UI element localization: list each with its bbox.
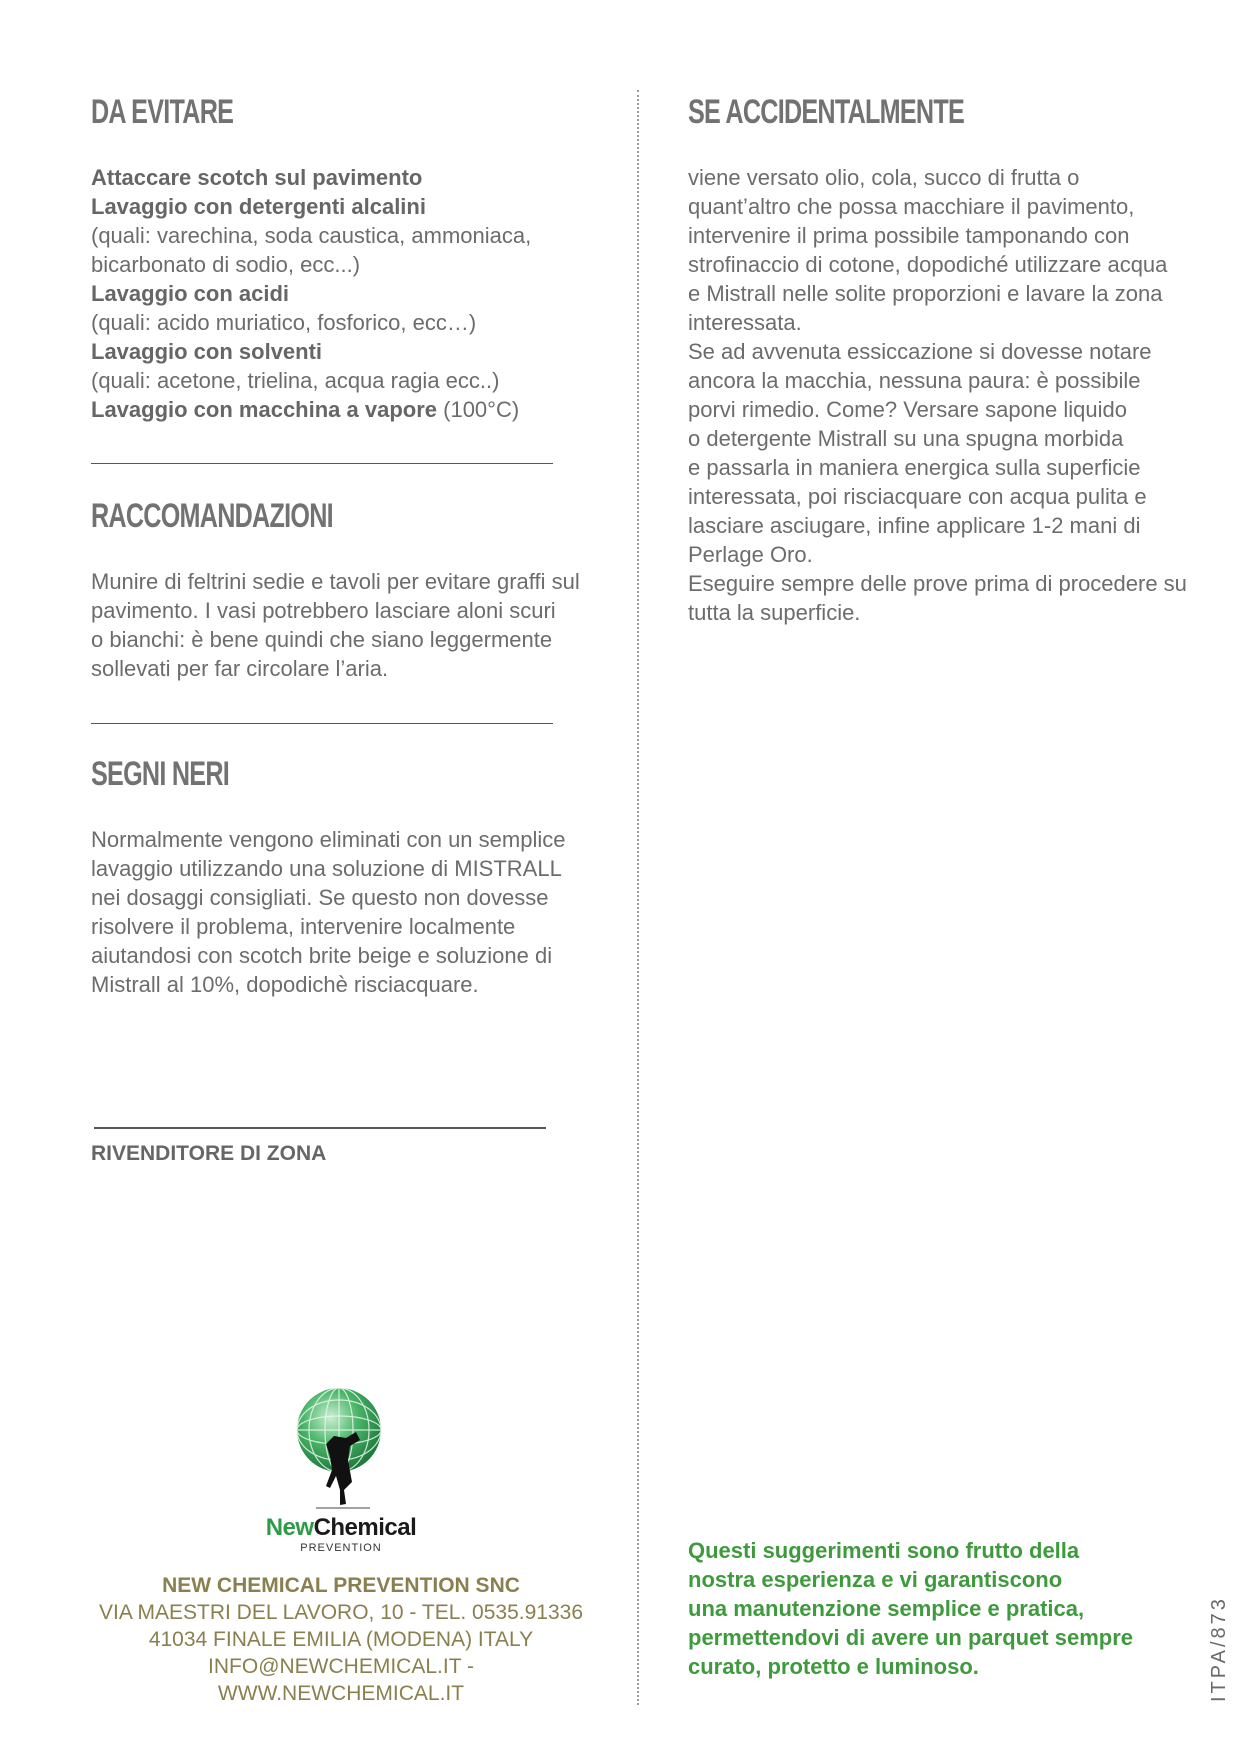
marks-line: nei dosaggi consigliati. Se questo non dovesse [91,885,549,910]
recommend-text [91,567,621,683]
accident-line: interessata, poi risciacquare con acqua pulita e [688,484,1147,509]
avoid-list [91,163,601,424]
closing-line: una manutenzione semplice e pratica, [688,1596,1085,1621]
avoid-item-steam [91,395,601,424]
company-info [91,1572,591,1707]
accident-text [688,163,1208,627]
accident-line: strofinaccio di cotone, dopodiché utilizzare acqua [688,252,1168,277]
avoid-item-scotch: Attaccare scotch sul pavimento [91,165,423,190]
accident-line: lasciare asciugare, infine applicare 1-2 mani di [688,513,1141,538]
recommend-line: Munire di feltrini sedie e tavoli per evitare graffi sul [91,569,580,594]
avoid-item-acids: Lavaggio con acidi [91,281,290,306]
marks-line: Mistrall al 10%, dopodichè risciacquare. [91,972,479,997]
avoid-note-acids: (quali: acido muriatico, fosforico, ecc…) [91,310,477,335]
heading-raccomandazioni: RACCOMANDAZIONI [91,497,333,535]
avoid-note-solvents: (quali: acetone, trielina, acqua ragia ecc..) [91,368,500,393]
section-divider-1 [91,463,553,464]
column-divider [637,90,639,1705]
accident-line: Se ad avvenuta essiccazione si dovesse notare [688,339,1152,364]
logo-wordmark [256,1514,426,1542]
recommend-line: sollevati per far circolare l’aria. [91,656,389,681]
closing-line: nostra esperienza e vi garantiscono [688,1567,1063,1592]
closing-line: Questi suggerimenti sono frutto della [688,1538,1080,1563]
marks-line: aiutandosi con scotch brite beige e soluzione di [91,943,553,968]
accident-line: Eseguire sempre delle prove prima di procedere su [688,571,1187,596]
company-name: NEW CHEMICAL PREVENTION SNC [162,1574,520,1597]
avoid-item-steam-temp: (100°C) [437,397,520,422]
accident-line: o detergente Mistrall su una spugna morbida [688,426,1124,451]
avoid-note-alkaline-2: bicarbonato di sodio, ecc...) [91,252,361,277]
avoid-item-solvents: Lavaggio con solventi [91,339,323,364]
recommend-line: pavimento. I vasi potrebbero lasciare aloni scuri [91,598,556,623]
company-city: 41034 FINALE EMILIA (MODENA) ITALY [148,1628,534,1651]
company-logo [286,1386,396,1516]
marks-line: Normalmente vengono eliminati con un semplice [91,827,566,852]
logo-word-chemical: Chemical [313,1514,417,1541]
globe-atlas-icon [286,1386,396,1516]
marks-text [91,825,621,999]
avoid-item-alkaline: Lavaggio con detergenti alcalini [91,194,426,219]
closing-line: permettendovi di avere un parquet sempre [688,1625,1134,1650]
dealer-label: RIVENDITORE DI ZONA [91,1142,327,1165]
document-code: ITPA/873 [1208,1596,1230,1702]
accident-line: e passarla in maniera energica sulla superficie [688,455,1141,480]
logo-subtitle: PREVENTION [300,1542,382,1554]
avoid-note-alkaline-1: (quali: varechina, soda caustica, ammoniaca, [91,223,532,248]
heading-segni-neri: SEGNI NERI [91,755,229,793]
accident-line: porvi rimedio. Come? Versare sapone liquido [688,397,1128,422]
accident-line: e Mistrall nelle solite proporzioni e lavare la zona [688,281,1163,306]
accident-line: tutta la superficie. [688,600,861,625]
section-divider-2 [91,723,553,724]
marks-line: risolvere il problema, intervenire localmente [91,914,516,939]
accident-line: quant’altro che possa macchiare il pavimento, [688,194,1135,219]
heading-da-evitare: DA EVITARE [91,93,234,131]
logo-word-new: New [265,1514,314,1541]
company-address: VIA MAESTRI DEL LAVORO, 10 - TEL. 0535.91336 [98,1601,583,1624]
accident-line: ancora la macchia, nessuna paura: è possibile [688,368,1141,393]
accident-line: intervenire il prima possibile tamponando con [688,223,1130,248]
marks-line: lavaggio utilizzando una soluzione di MISTRALL [91,856,562,881]
accident-line: Perlage Oro. [688,542,813,567]
heading-se-accidentalmente: SE ACCIDENTALMENTE [688,93,965,131]
closing-note [688,1536,1168,1681]
accident-line: interessata. [688,310,802,335]
accident-line: viene versato olio, cola, succo di frutta o [688,165,1080,190]
closing-line: curato, protetto e luminoso. [688,1654,979,1679]
recommend-line: o bianchi: è bene quindi che siano leggermente [91,627,553,652]
avoid-item-steam-bold: Lavaggio con macchina a vapore [91,397,438,422]
company-contacts: INFO@NEWCHEMICAL.IT - WWW.NEWCHEMICAL.IT [208,1655,474,1705]
dealer-line [94,1127,546,1129]
